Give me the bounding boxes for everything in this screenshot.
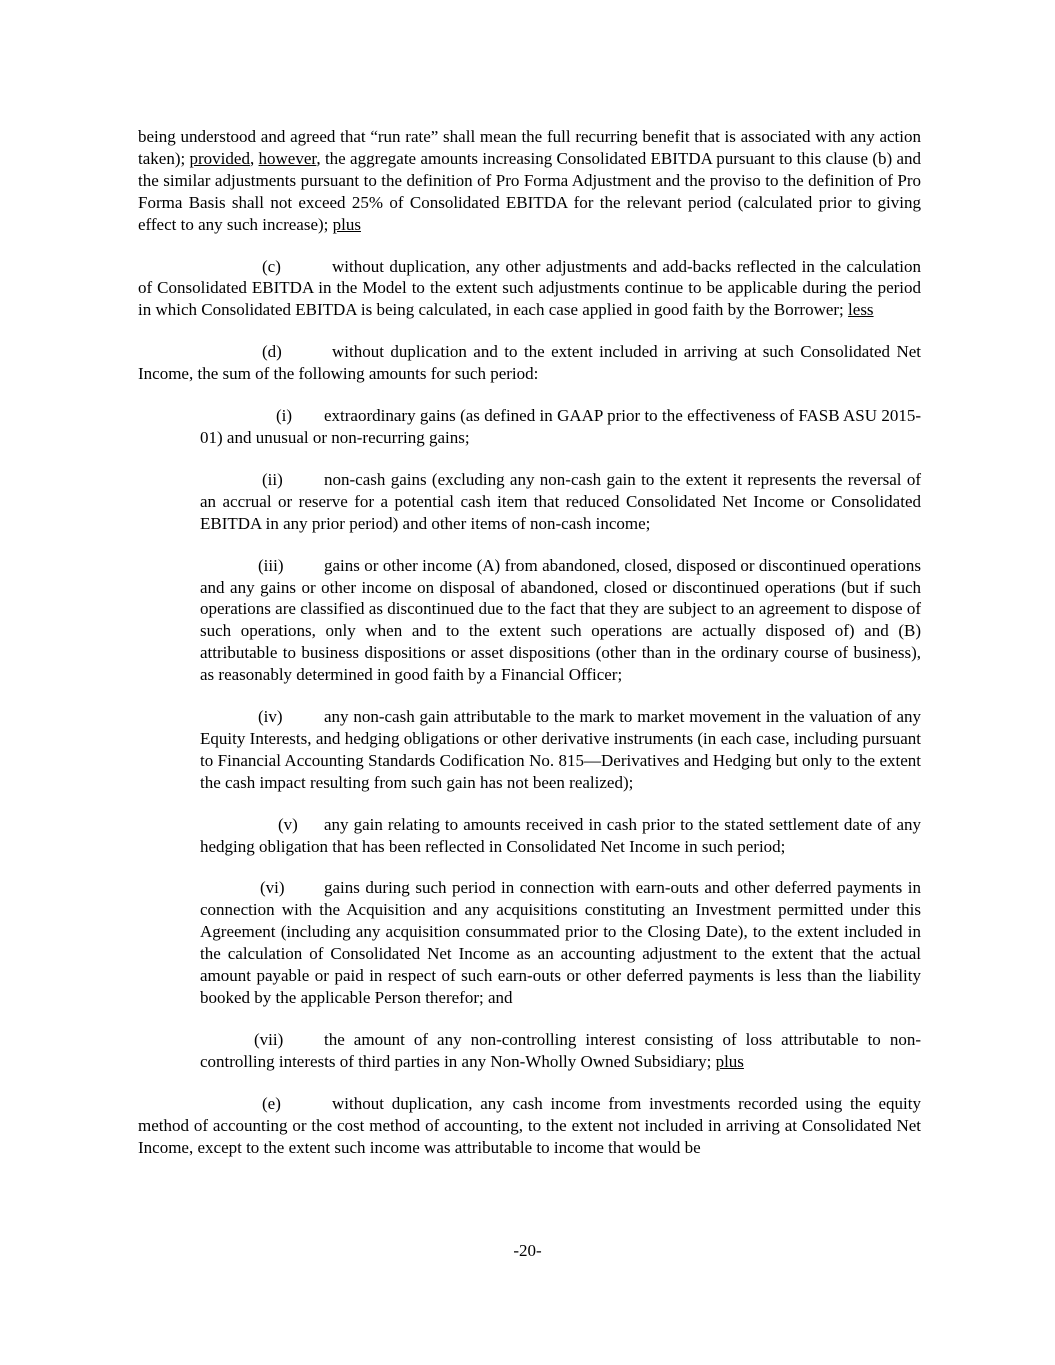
page-number: -20- <box>513 1241 542 1260</box>
sub-item-text: the amount of any non-controlling interest consisting of loss attributable to non-controlling interests of third parties in any Non-Wholly Owned Subsidiary; <box>200 1029 921 1071</box>
sub-item-label: (v) <box>278 814 298 834</box>
sub-item-i <box>200 405 921 449</box>
sub-item-text: gains or other income (A) from abandoned, closed, disposed or discontinued operations and any gains or other income on disposal of abandoned, closed or discontinued operations (but if such operations are classified as discontinued due to the fact that they are subject to an agreement to dispose of such operations, only when and to the extent such operations are actually disposed of) and (B) attributable to business dispositions or asset dispositions (other than in the ordinary course of business), as reasonably determined in good faith by a Financial Officer; <box>200 555 921 685</box>
sub-item-label: (vi) <box>260 878 285 898</box>
provided-term: provided <box>189 148 250 168</box>
clause-e-label: (e) <box>262 1093 281 1113</box>
sub-item-label: (iii) <box>258 555 284 575</box>
sub-item-vii <box>200 1029 921 1073</box>
sub-item-ii <box>200 469 921 535</box>
sub-item-text: non-cash gains (excluding any non-cash gain to the extent it represents the reversal of an accrual or reserve for a potential cash item that reduced Consolidated Net Income or Consolidated EBITDA in any prior period) and other items of non-cash income; <box>200 469 921 533</box>
plus-connector: plus <box>332 214 361 234</box>
sub-item-text: any gain relating to amounts received in cash prior to the stated settlement date of any hedging obligation that has been reflected in Consolidated Net Income in such period; <box>200 814 921 856</box>
sub-item-label: (iv) <box>258 707 283 727</box>
sub-item-label: (vii) <box>254 1029 284 1049</box>
sub-item-text: gains during such period in connection with earn-outs and other deferred payments in connection with the Acquisition and any acquisitions constituting an Investment permitted under this Agreement (including any acquisition consummated prior to the Closing Date), to the extent included in the calculation of Consolidated Net Income as an accounting adjustment to the extent that the actual amount payable or paid in respect of such earn-outs or other deferred payments is less than the liability booked by the applicable Person therefor; and <box>200 878 921 1007</box>
sub-item-label: (ii) <box>262 469 283 489</box>
clause-c-text: without duplication, any other adjustments and add-backs reflected in the calculation of Consolidated EBITDA in the Model to the extent such adjustments continue to be applicable during the period in which Consolidated EBITDA is being calculated, in each case applied in good faith by the Borrower; <box>138 256 921 320</box>
clause-d-text: without duplication and to the extent included in arriving at such Consolidated Net Income, the sum of the following amounts for such period: <box>138 342 921 384</box>
sub-item-vi <box>200 877 921 1008</box>
document-body <box>138 126 921 1158</box>
however-term: however <box>258 148 317 168</box>
continuation-paragraph: being understood and agreed that “run rate” shall mean the full recurring benefit that is associated with any action taken); provided, however, the aggregate amounts increasing Consolidated EBITDA pursuant to this clause (b) and the similar adjustments pursuant to the definition of Pro Forma Adjustment and the proviso to the definition of Pro Forma Basis shall not exceed 25% of Consolidated EBITDA for the relevant period (calculated prior to giving effect to any such increase); plus <box>138 127 922 234</box>
clause-e <box>138 1093 921 1159</box>
sub-item-iii <box>200 555 921 686</box>
clause-e-text: without duplication, any cash income from investments recorded using the equity method of accounting or the cost method of accounting, to the extent not included in arriving at Consolidated Net Income, except to the extent such income was attributable to income that would be <box>138 1093 921 1157</box>
sub-item-text: any non-cash gain attributable to the mark to market movement in the valuation of any Equity Interests, and hedging obligations or other derivative instruments (in each case, including pursuant to Financial Accounting Standards Codification No. 815—Derivatives and Hedging but only to the extent the cash impact resulting from such gain has not been realized); <box>200 707 921 792</box>
sub-item-text: extraordinary gains (as defined in GAAP prior to the effectiveness of FASB ASU 2015-01) and unusual or non-recurring gains; <box>200 406 921 447</box>
clause-d <box>138 341 921 385</box>
clause-d-label: (d) <box>262 342 282 362</box>
clause-c-label: (c) <box>262 256 281 276</box>
less-connector: less <box>848 300 874 320</box>
clause-c <box>138 256 921 322</box>
plus-connector: plus <box>715 1051 744 1071</box>
sub-item-label: (i) <box>276 406 293 426</box>
sub-item-v <box>200 814 921 858</box>
sub-item-iv <box>200 706 921 794</box>
